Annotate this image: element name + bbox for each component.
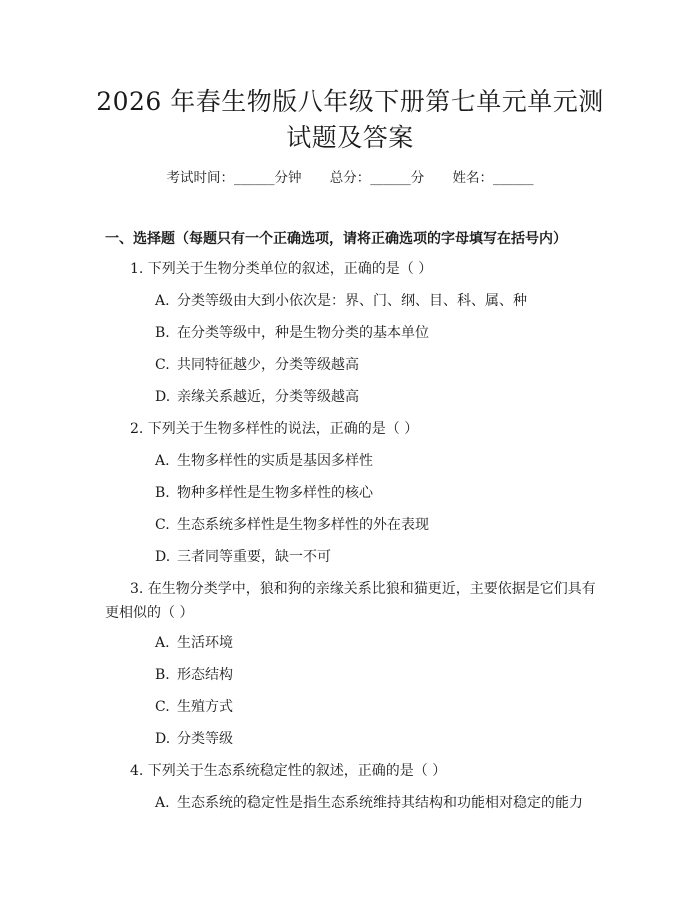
option-letter: C. <box>155 517 170 533</box>
option-letter: A. <box>155 635 170 651</box>
question-1-option-a <box>155 291 527 311</box>
option-letter: C. <box>155 699 170 715</box>
option-letter: D. <box>155 731 171 747</box>
question-2-option-c <box>155 515 429 535</box>
question-2-option-d <box>155 547 331 567</box>
question-1-option-c <box>155 355 359 375</box>
option-letter: A. <box>155 795 170 811</box>
question-3-option-d <box>155 729 233 749</box>
option-text: 生活环境 <box>177 635 233 651</box>
question-2-option-a <box>155 451 373 471</box>
question-2-option-b <box>155 483 373 503</box>
option-letter: C. <box>155 357 170 373</box>
option-text: 生物多样性的实质是基因多样性 <box>177 453 373 469</box>
question-1-option-b <box>155 323 429 343</box>
option-letter: B. <box>155 485 170 501</box>
option-text: 形态结构 <box>177 667 233 683</box>
option-text: 生态系统的稳定性是指生态系统维持其结构和功能相对稳定的能力 <box>177 795 583 811</box>
option-letter: B. <box>155 325 170 341</box>
option-text: 在分类等级中，种是生物分类的基本单位 <box>177 325 429 341</box>
option-letter: B. <box>155 667 170 683</box>
question-3-stem-line1: 3. 在生物分类学中，狼和狗的亲缘关系比狼和猫更近，主要依据是它们具有 <box>130 581 596 597</box>
question-4-stem: 4. 下列关于生态系统稳定性的叙述，正确的是（ ） <box>130 763 447 779</box>
question-3-option-a <box>155 633 233 653</box>
option-text: 生殖方式 <box>177 699 233 715</box>
exam-info <box>0 168 700 188</box>
question-3-option-b <box>155 665 233 685</box>
option-text: 分类等级 <box>177 731 233 747</box>
question-2-stem: 2. 下列关于生物多样性的说法，正确的是（ ） <box>130 421 419 437</box>
question-4-option-a <box>155 793 583 813</box>
option-text: 亲缘关系越近，分类等级越高 <box>177 389 359 405</box>
question-1-option-d <box>155 387 359 407</box>
option-text: 分类等级由大到小依次是：界、门、纲、目、科、属、种 <box>177 293 527 309</box>
option-text: 物种多样性是生物多样性的核心 <box>177 485 373 501</box>
name-field: 姓名：______ <box>452 170 534 186</box>
exam-time-field: 考试时间：______分钟 <box>166 170 302 186</box>
section-heading: 一、选择题（每题只有一个正确选项，请将正确选项的字母填写在括号内） <box>105 231 567 247</box>
page-title-line1: 2026 年春生物版八年级下册第七单元单元测 <box>96 87 604 116</box>
option-letter: A. <box>155 453 170 469</box>
option-letter: A. <box>155 293 170 309</box>
question-1-stem: 1. 下列关于生物分类单位的叙述，正确的是（ ） <box>130 261 433 277</box>
option-text: 共同特征越少，分类等级越高 <box>177 357 359 373</box>
page-title-line2: 试题及答案 <box>286 123 414 152</box>
option-text: 三者同等重要，缺一不可 <box>177 549 331 565</box>
question-3-stem-line2: 更相似的（ ） <box>105 605 194 621</box>
question-3-option-c <box>155 697 233 717</box>
total-score-field: 总分：______分 <box>329 170 425 186</box>
option-letter: D. <box>155 389 171 405</box>
option-letter: D. <box>155 549 171 565</box>
option-text: 生态系统多样性是生物多样性的外在表现 <box>177 517 429 533</box>
